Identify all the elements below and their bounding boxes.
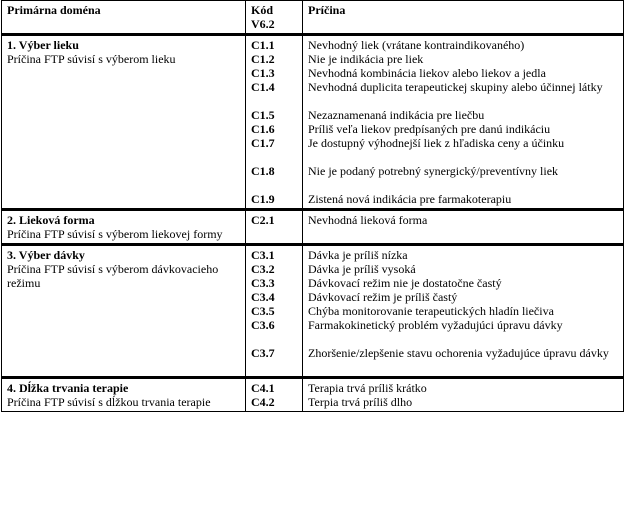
domain-description: Príčina FTP súvisí s výberom lieku [7,52,176,66]
cause-code: C1.8 [251,164,275,178]
cause-code: C4.2 [251,395,275,409]
cause-code: C1.4 [251,80,275,94]
domain-cell [2,245,246,378]
code-cell [246,378,303,412]
cause-code: C3.4 [251,290,275,304]
cause-code: C1.6 [251,122,275,136]
code-cell [246,35,303,210]
domain-row-1 [2,35,624,210]
cause-text: Nevhodný liek (vrátane kontraindikovaného) [308,38,525,52]
domain-description: Príčina FTP súvisí s výberom dávkovacieho režimu [7,262,219,290]
cause-text: Dávka je príliš nízka [308,248,408,262]
cause-code: C1.5 [251,108,275,122]
cause-cell [303,210,624,245]
cause-code: C4.1 [251,381,275,395]
cause-text: Nie je podaný potrebný synergický/preventívny liek [308,164,559,178]
cause-code: C2.1 [251,213,275,227]
cause-code: C3.6 [251,318,275,332]
domain-cell [2,210,246,245]
cause-code: C1.2 [251,52,275,66]
header-domain: Primárna doména [2,1,246,35]
domain-title: 3. Výber dávky [7,248,85,262]
domain-title: 4. Dĺžka trvania terapie [7,381,129,395]
cause-text: Terpia trvá príliš dlho [308,395,413,409]
cause-classification-table [1,0,624,412]
cause-cell [303,245,624,378]
header-code [246,1,303,35]
cause-text: Dávka je príliš vysoká [308,262,416,276]
cause-code: C3.3 [251,276,275,290]
domain-title: 2. Lieková forma [7,213,95,227]
domain-description: Príčina FTP súvisí s dĺžkou trvania terapie [7,395,211,409]
cause-code: C1.7 [251,136,275,150]
domain-cell [2,35,246,210]
cause-code: C1.9 [251,192,275,206]
code-cell [246,245,303,378]
cause-code: C1.1 [251,38,275,52]
header-code-line1: Kód [251,3,274,17]
cause-text: Nevhodná duplicita terapeutickej skupiny alebo účinnej látky [308,80,603,94]
domain-description: Príčina FTP súvisí s výberom liekovej formy [7,227,223,241]
cause-code: C3.5 [251,304,275,318]
cause-cell [303,35,624,210]
cause-text: Dávkovací režim je príliš častý [308,290,458,304]
cause-code: C3.1 [251,248,275,262]
cause-text: Je dostupný výhodnejší liek z hľadiska ceny a účinku [308,136,565,150]
cause-text: Nie je indikácia pre liek [308,52,424,66]
cause-code: C1.3 [251,66,275,80]
header-cause: Príčina [303,1,624,35]
domain-cell [2,378,246,412]
cause-text: Nevhodná kombinácia liekov alebo liekov a jedla [308,66,546,80]
cause-text: Nevhodná lieková forma [308,213,428,227]
domain-title: 1. Výber lieku [7,38,79,52]
cause-code: C3.2 [251,262,275,276]
cause-cell [303,378,624,412]
header-code-line2: V6.2 [251,17,275,31]
cause-text: Farmakokinetický problém vyžadujúci úpravu dávky [308,318,563,332]
cause-text: Nezaznamenaná indikácia pre liečbu [308,108,485,122]
cause-code: C3.7 [251,346,275,360]
domain-row-4 [2,378,624,412]
cause-text: Chýba monitorovanie terapeutických hladín liečiva [308,304,554,318]
cause-text: Terapia trvá príliš krátko [308,381,427,395]
code-cell [246,210,303,245]
cause-text: Dávkovací režim nie je dostatočne častý [308,276,502,290]
domain-row-2 [2,210,624,245]
cause-text: Príliš veľa liekov predpísaných pre danú indikáciu [308,122,551,136]
cause-text: Zistená nová indikácia pre farmakoterapiu [308,192,512,206]
table-header-row [2,1,624,35]
domain-row-3 [2,245,624,378]
cause-text: Zhoršenie/zlepšenie stavu ochorenia vyžadujúce úpravu dávky [308,346,609,360]
